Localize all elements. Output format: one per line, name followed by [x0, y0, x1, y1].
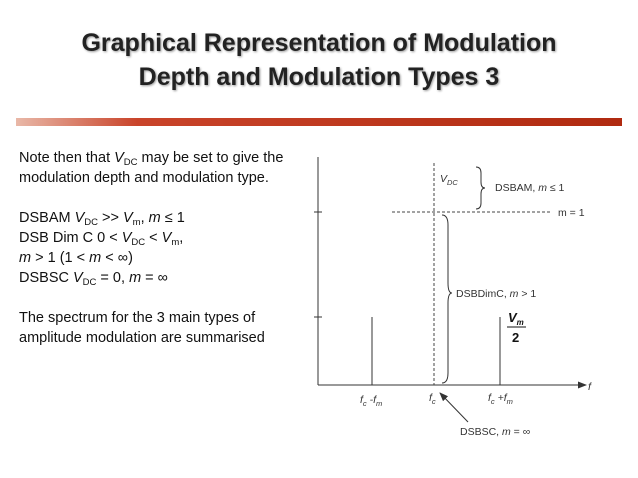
tick-carrier-label: $f_c$ [429, 392, 436, 406]
dsbdimc-brace [442, 215, 452, 383]
vm-over-2-fraction [507, 310, 526, 345]
spectrum-diagram [290, 145, 620, 445]
slide-title [0, 26, 638, 94]
tick-upper-sideband-label: $f_c +f_m$ [488, 392, 513, 406]
dsbdimc-label: DSBDimC, m > 1 [456, 288, 537, 300]
dsbsc-label: DSBSC, m = ∞ [460, 426, 531, 438]
svg-text:Vm: $V_m$ [508, 310, 524, 327]
dsbam-label: DSBAM, m ≤ 1 [495, 182, 565, 194]
title-line-1: Graphical Representation of Modulation [81, 29, 557, 57]
tick-lower-sideband-label: $f_c$ $-f_m$ [360, 394, 383, 408]
vdc-label: $V_{DC}$ [440, 173, 458, 187]
dsbam-line: DSBAM $V_{DC} >> V_m$, m ≤ 1 [19, 210, 185, 228]
axis-f-label: f [588, 381, 591, 393]
svg-text:2: 2 [512, 330, 520, 345]
dsbam-brace [476, 167, 485, 209]
title-divider-bar [16, 118, 622, 126]
body-text [19, 148, 304, 348]
summary-paragraph: The spectrum for the 3 main types of amplitude modulation are summarised [19, 310, 265, 346]
dsbsc-line: DSBSC $V_{DC} = 0$, m = ∞ [19, 270, 169, 288]
m1-label: m = 1 [558, 207, 585, 219]
title-line-2: Depth and Modulation Types 3 [138, 63, 500, 91]
dsbsc-arrow [440, 393, 468, 422]
intro-paragraph: Note then that $V_{DC}$ may be set to give the modulation depth and modulation type. [19, 150, 284, 186]
dsbdimc-line: DSB Dim C $0 < V_{DC} < V_m$, m > 1 (1 < m < ∞) [19, 230, 184, 266]
